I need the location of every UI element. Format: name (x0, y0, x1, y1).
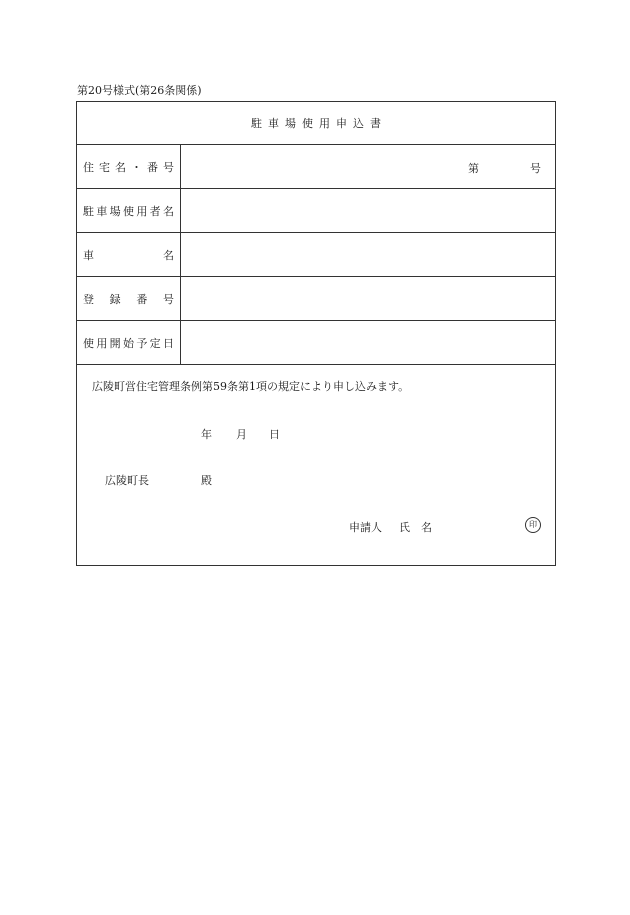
label-char: 者 (149, 204, 161, 218)
date-day[interactable]: 日 (269, 428, 280, 441)
row-planned-start-date (77, 321, 555, 365)
applicant-name-label: 氏 名 (399, 521, 432, 534)
label-char: 用 (136, 204, 148, 218)
number-prefix: 第 (468, 162, 479, 175)
label-char: 名 (115, 160, 126, 174)
number-suffix: 号 (530, 162, 541, 175)
application-form (76, 101, 556, 566)
field-car-name[interactable] (190, 233, 555, 276)
form-title: 駐車場使用申込書 (251, 117, 387, 130)
label-char: 住 (83, 160, 94, 174)
label-char: 用 (96, 336, 108, 350)
label-char: 車 (96, 204, 108, 218)
label-char: 番 (147, 160, 158, 174)
field-housing-name-number[interactable] (190, 145, 555, 188)
date-year[interactable]: 年 (201, 428, 212, 441)
row-registration-number (77, 277, 555, 321)
label-char: 番 (136, 292, 148, 306)
label-char: 宅 (99, 160, 110, 174)
date-line (201, 426, 280, 442)
applicant-label: 申請人 (349, 521, 382, 534)
label-char: 登 (83, 292, 94, 306)
field-registration-number[interactable] (190, 277, 555, 320)
label-registration-number (77, 277, 181, 320)
label-char: 日 (162, 336, 174, 350)
label-char: 始 (122, 336, 134, 350)
addressee: 広陵町長 (105, 474, 149, 487)
label-char: 定 (149, 336, 161, 350)
declaration-text: 広陵町営住宅管理条例第59条第1項の規定により申し込みます。 (92, 380, 410, 393)
label-char: 使 (122, 204, 134, 218)
label-char: ・ (131, 160, 142, 174)
label-char: 開 (109, 336, 121, 350)
field-parking-user-name[interactable] (190, 189, 555, 232)
label-char: 名 (162, 204, 174, 218)
label-char: 号 (162, 292, 174, 306)
row-car-name (77, 233, 555, 277)
addressee-honorific: 殿 (201, 474, 212, 487)
row-parking-user-name (77, 189, 555, 233)
label-housing-name-number (77, 145, 181, 188)
label-car-name (77, 233, 181, 276)
declaration-section (77, 364, 555, 565)
date-month[interactable]: 月 (236, 428, 247, 441)
row-housing-name-number (77, 145, 555, 189)
label-char: 録 (109, 292, 121, 306)
label-char: 号 (163, 160, 174, 174)
label-char: 予 (136, 336, 148, 350)
label-planned-start-date (77, 321, 181, 364)
label-char: 駐 (83, 204, 94, 218)
field-planned-start-date[interactable] (190, 321, 555, 364)
label-char: 車 (83, 248, 94, 262)
label-parking-user-name (77, 189, 181, 232)
label-char: 使 (83, 336, 94, 350)
form-number-caption: 第20号様式(第26条関係) (77, 84, 202, 97)
form-title-row (77, 102, 555, 145)
seal-icon: 印 (525, 517, 541, 533)
label-char: 名 (163, 248, 174, 262)
label-char: 場 (109, 204, 121, 218)
